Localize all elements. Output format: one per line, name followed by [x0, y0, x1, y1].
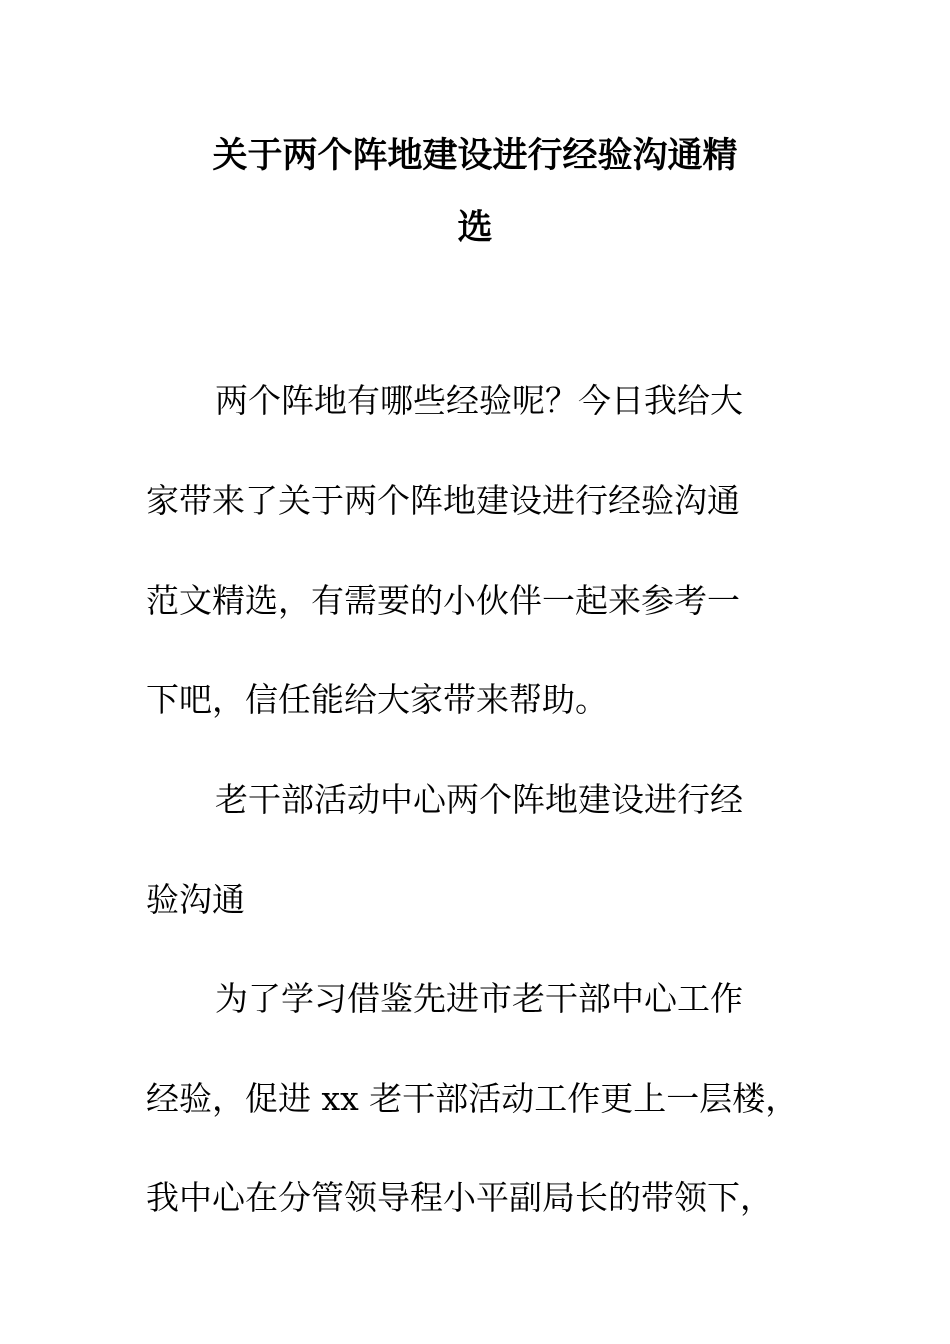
paragraph-line: 老干部活动中心两个阵地建设进行经 — [215, 780, 743, 819]
document-title-line-1: 关于两个阵地建设进行经验沟通精 — [212, 136, 738, 176]
paragraph-line: 经验，促进 xx 老干部活动工作更上一层楼， — [146, 1079, 799, 1118]
paragraph-line: 我中心在分管领导程小平副局长的带领下， — [146, 1178, 773, 1217]
paragraph-line: 范文精选，有需要的小伙伴一起来参考一 — [146, 581, 740, 620]
paragraph-line: 两个阵地有哪些经验呢？今日我给大 — [215, 381, 743, 420]
document-title-line-2: 选 — [457, 208, 493, 248]
paragraph-line: 验沟通 — [146, 880, 245, 919]
paragraph-line: 家带来了关于两个阵地建设进行经验沟通 — [146, 481, 740, 520]
paragraph-line: 为了学习借鉴先进市老干部中心工作 — [215, 979, 743, 1018]
paragraph-line: 下吧，信任能给大家带来帮助。 — [146, 680, 608, 719]
